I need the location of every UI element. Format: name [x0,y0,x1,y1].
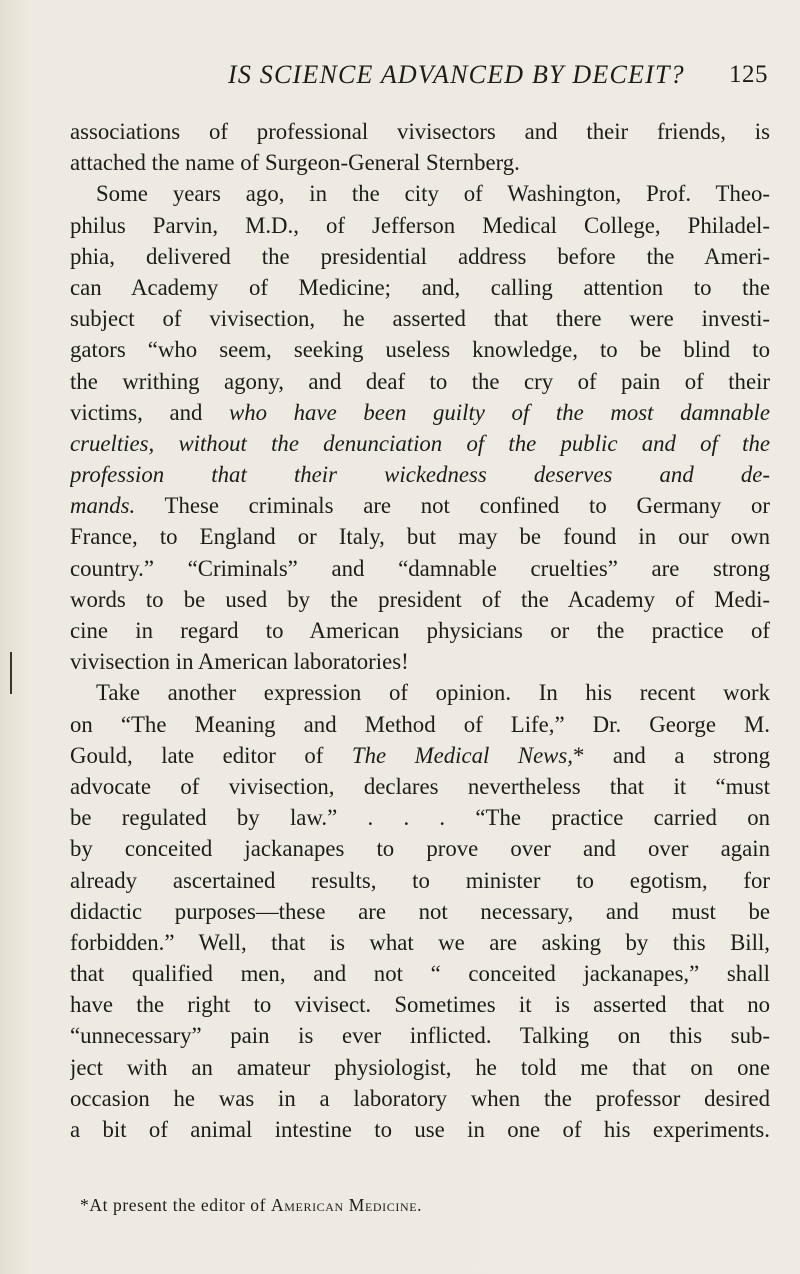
text-line [70,553,770,584]
text-line [70,865,770,896]
text-line [70,428,770,459]
text-line [70,802,770,833]
text-line [70,490,770,521]
text-line [70,272,770,303]
italic-text: The Medical News, [351,742,573,768]
text-line [70,397,770,428]
text-line [70,584,770,615]
line-text: by conceited jackanapes to prove over and over again [70,836,770,862]
text-line [70,989,770,1020]
text-line [70,677,770,708]
line-text: on “The Meaning and Method of Life,” Dr. George M. [70,711,770,737]
line-text: ject with an amateur physiologist, he told me that on one [70,1054,770,1080]
italic-text: who have been guilty of the most damnable [229,399,770,425]
line-text: Gould, late editor of [70,742,352,768]
line-text: Take another expression of opinion. In his recent work [96,680,770,706]
text-line [70,147,770,178]
margin-rule [10,652,12,694]
line-text: associations of professional vivisectors and their friends, is [70,119,770,144]
line-text: Some years ago, in the city of Washington, Prof. Theo- [96,181,770,207]
italic-text: cruelties, without the denunciation of the public and of the [70,430,770,456]
line-text: advocate of vivisection, declares nevertheless that it “must [70,773,770,799]
page-number: 125 [729,61,768,88]
italic-text: profession that their wickedness deserves and de- [70,462,770,488]
line-text: already ascertained results, to minister to egotism, for [70,867,770,893]
text-line [70,958,770,989]
text-line [70,927,770,958]
text-line [70,615,770,646]
line-text: gators “who seem, seeking useless knowledge, to be blind to [70,337,770,363]
footnote [80,1195,422,1216]
text-line [70,1052,770,1083]
line-text: a bit of animal intestine to use in one of his experiments. [70,1117,770,1142]
line-text: cine in regard to American physicians or the practice of [70,618,770,643]
text-line [70,1114,770,1145]
line-text: forbidden.” Well, that is what we are asking by this Bill, [70,929,770,955]
text-line [70,521,770,552]
text-line [70,709,770,740]
line-text: words to be used by the president of the Academy of Medi- [70,586,770,612]
line-text: that qualified men, and not “ conceited jackanapes,” shall [70,961,770,987]
running-head: IS SCIENCE ADVANCED BY DECEIT? [228,60,685,89]
line-text: * and a strong [572,742,770,768]
text-line [70,740,770,771]
text-line [70,1083,770,1114]
text-line [70,116,770,147]
line-text: can Academy of Medicine; and, calling attention to the [70,274,770,300]
text-line [70,459,770,490]
italic-text: mands. [70,493,136,519]
line-text: “unnecessary” pain is ever inflicted. Talking on this sub- [70,1023,770,1049]
line-text: the writhing agony, and deaf to the cry of pain of their [70,368,770,394]
line-text: be regulated by law.” . . . “The practice carried on [70,805,770,831]
text-line [70,210,770,241]
page-header [228,60,768,94]
footnote-text: *At present the editor of [80,1195,272,1215]
text-line [70,366,770,397]
line-text: country.” “Criminals” and “damnable cruelties” are strong [70,555,770,581]
footnote-journal-title: American Medicine. [271,1195,423,1215]
text-line [70,646,770,677]
text-line [70,833,770,864]
text-line [70,334,770,365]
text-line [70,1020,770,1051]
line-text: France, to England or Italy, but may be found in our own [70,524,770,550]
body-text [70,116,770,1145]
line-text: vivisection in American laboratories! [70,649,409,675]
line-text: These criminals are not confined to Germany or [135,493,770,519]
line-text: philus Parvin, M.D., of Jefferson Medical College, Philadel- [70,212,770,238]
line-text: occasion he was in a laboratory when the professor desired [70,1085,770,1111]
line-text: subject of vivisection, he asserted that there were investi- [70,306,770,332]
line-text: have the right to vivisect. Sometimes it is asserted that no [70,992,770,1018]
text-line [70,771,770,802]
text-line [70,241,770,272]
line-text: victims, and [70,399,230,425]
line-text: phia, delivered the presidential address before the Ameri- [70,243,770,269]
text-line [70,303,770,334]
line-text: didactic purposes—these are not necessary, and must be [70,898,770,924]
text-line [70,178,770,209]
text-line [70,896,770,927]
line-text: attached the name of Surgeon-General Sternberg. [70,150,520,176]
